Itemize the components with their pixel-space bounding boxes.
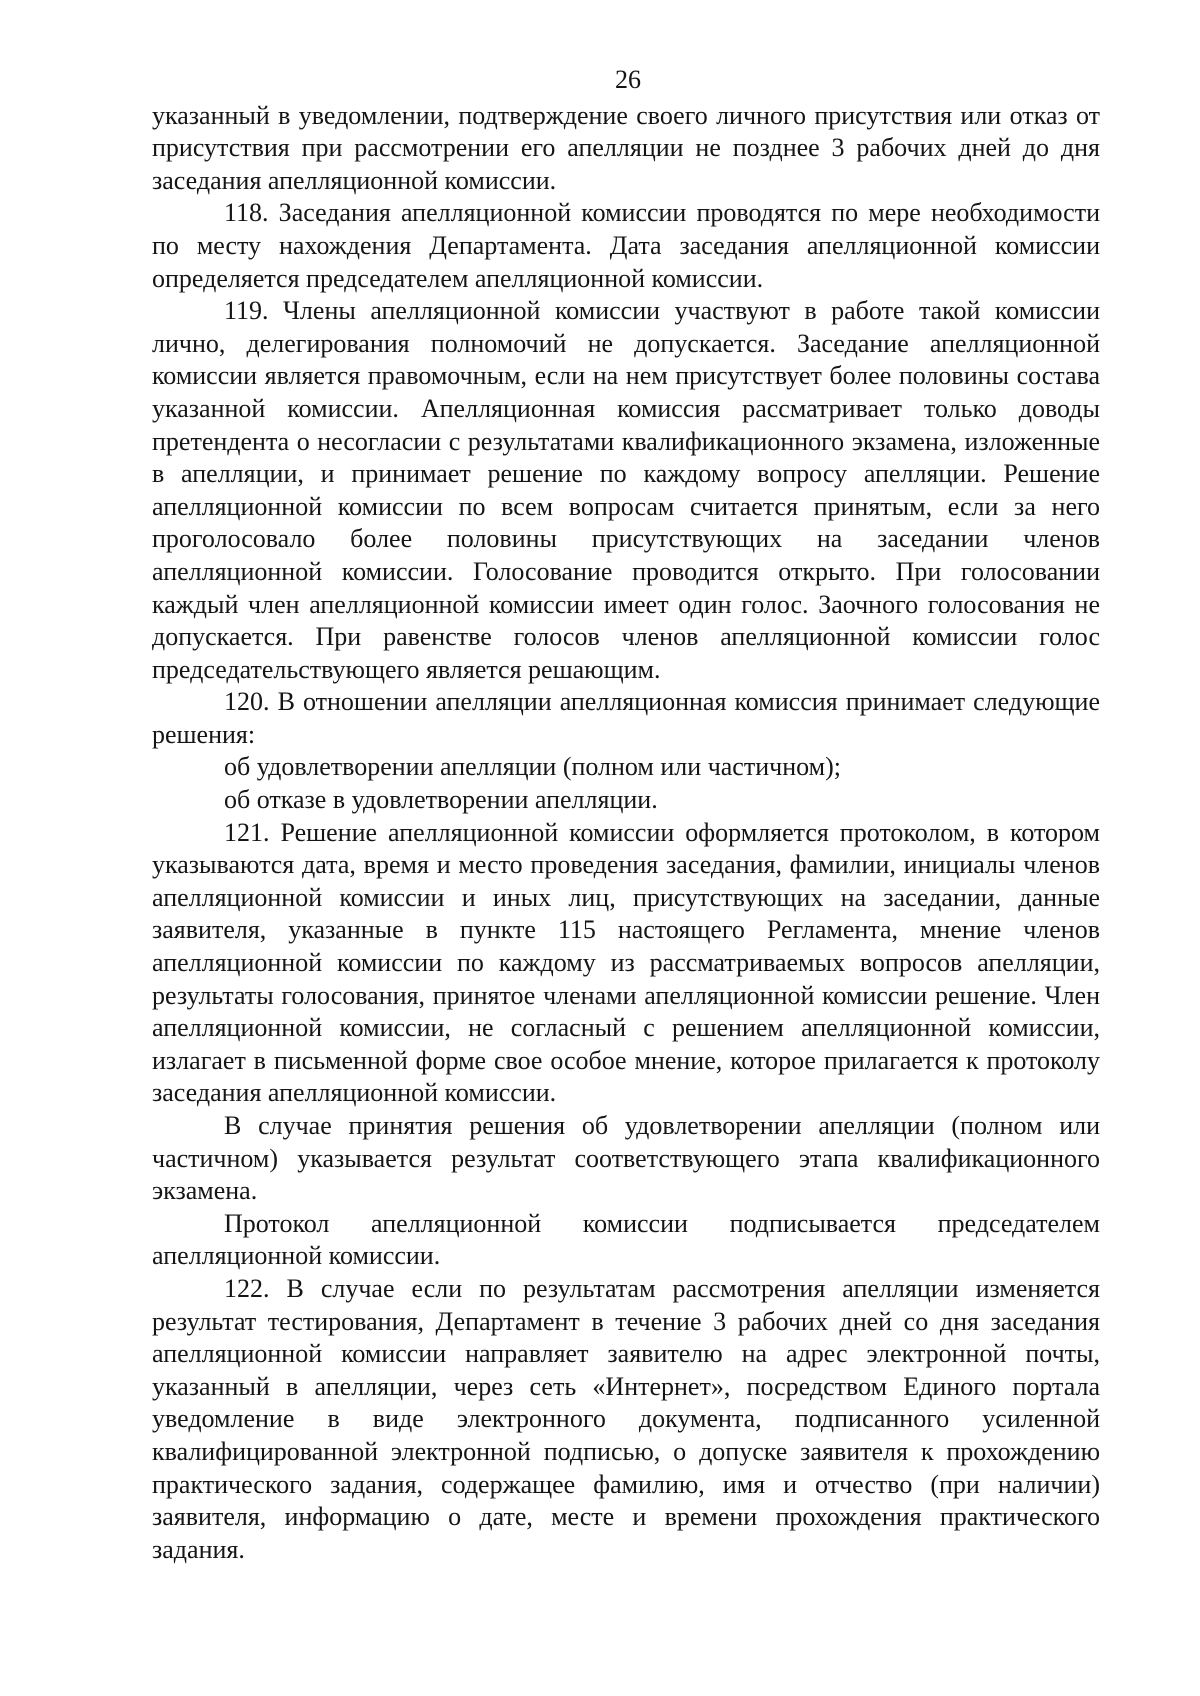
paragraph-121: 121. Решение апелляционной комиссии оформляется протоколом, в котором указываются дата, время и место проведения заседания, фамилии, инициалы членов апелляционной комиссии и иных лиц, присутствующих на заседании, данные заявителя, указанные в пункте 115 настоящего Регламента, мнение членов апелляционной комиссии по каждому из рассматриваемых вопросов апелляции, результаты голосования, принятое членами апелляционной комиссии решение. Член апелляционной комиссии, не согласный с решением апелляционной комиссии, излагает в письменной форме свое особое мнение, которое прилагается к протоколу заседания апелляционной комиссии.: [152, 817, 1100, 1108]
paragraph-120: 120. В отношении апелляции апелляционная комиссия принимает следующие решения:: [152, 687, 1100, 749]
paragraph-119: 119. Члены апелляционной комиссии участвуют в работе такой комиссии лично, делегирования полномочий не допускается. Заседание апелляционной комиссии является правомочным, если на нем присутствует более половины состава указанной комиссии. Апелляционная комиссия рассматривает только доводы претендента о несогласии с результатами квалификационного экзамена, изложенные в апелляции, и принимает решение по каждому вопросу апелляции. Решение апелляционной комиссии по всем вопросам считается принятым, если за него проголосовало более половины присутствующих на заседании членов апелляционной комиссии. Голосование проводится открыто. При голосовании каждый член апелляционной комиссии имеет один голос. Заочного голосования не допускается. При равенстве голосов членов апелляционной комиссии голос председательствующего является решающим.: [152, 296, 1100, 684]
paragraph-121-protocol-signature: Протокол апелляционной комиссии подписывается председателем апелляционной комиссии.: [152, 1208, 1100, 1271]
page-number: 26: [615, 65, 641, 94]
decision-option-approve: об удовлетворении апелляции (полном или частичном);: [224, 752, 841, 782]
paragraph-118: 118. Заседания апелляционной комиссии проводятся по мере необходимости по месту нахождения Департамента. Дата заседания апелляционной комиссии определяется председателем апелляционной комиссии.: [152, 198, 1100, 293]
paragraph-continuation: указанный в уведомлении, подтверждение своего личного присутствия или отказ от присутствия при рассмотрении его апелляции не позднее 3 рабочих дней до дня заседания апелляционной комиссии.: [152, 100, 1100, 195]
decision-option-reject: об отказе в удовлетворении апелляции.: [224, 785, 658, 815]
paragraph-121-approval-case: В случае принятия решения об удовлетворении апелляции (полном или частичном) указывается результат соответствующего этапа квалификационного экзамена.: [152, 1111, 1100, 1206]
paragraph-122: 122. В случае если по результатам рассмотрения апелляции изменяется результат тестирования, Департамент в течение 3 рабочих дней со дня заседания апелляционной комиссии направляет заявителю на адрес электронной почты, указанный в апелляции, через сеть «Интернет», посредством Единого портала уведомление в виде электронного документа, подписанного усиленной квалифицированной электронной подписью, о допуске заявителя к прохождению практического задания, содержащее фамилию, имя и отчество (при наличии) заявителя, информацию о дате, месте и времени прохождения практического задания.: [152, 1273, 1100, 1564]
